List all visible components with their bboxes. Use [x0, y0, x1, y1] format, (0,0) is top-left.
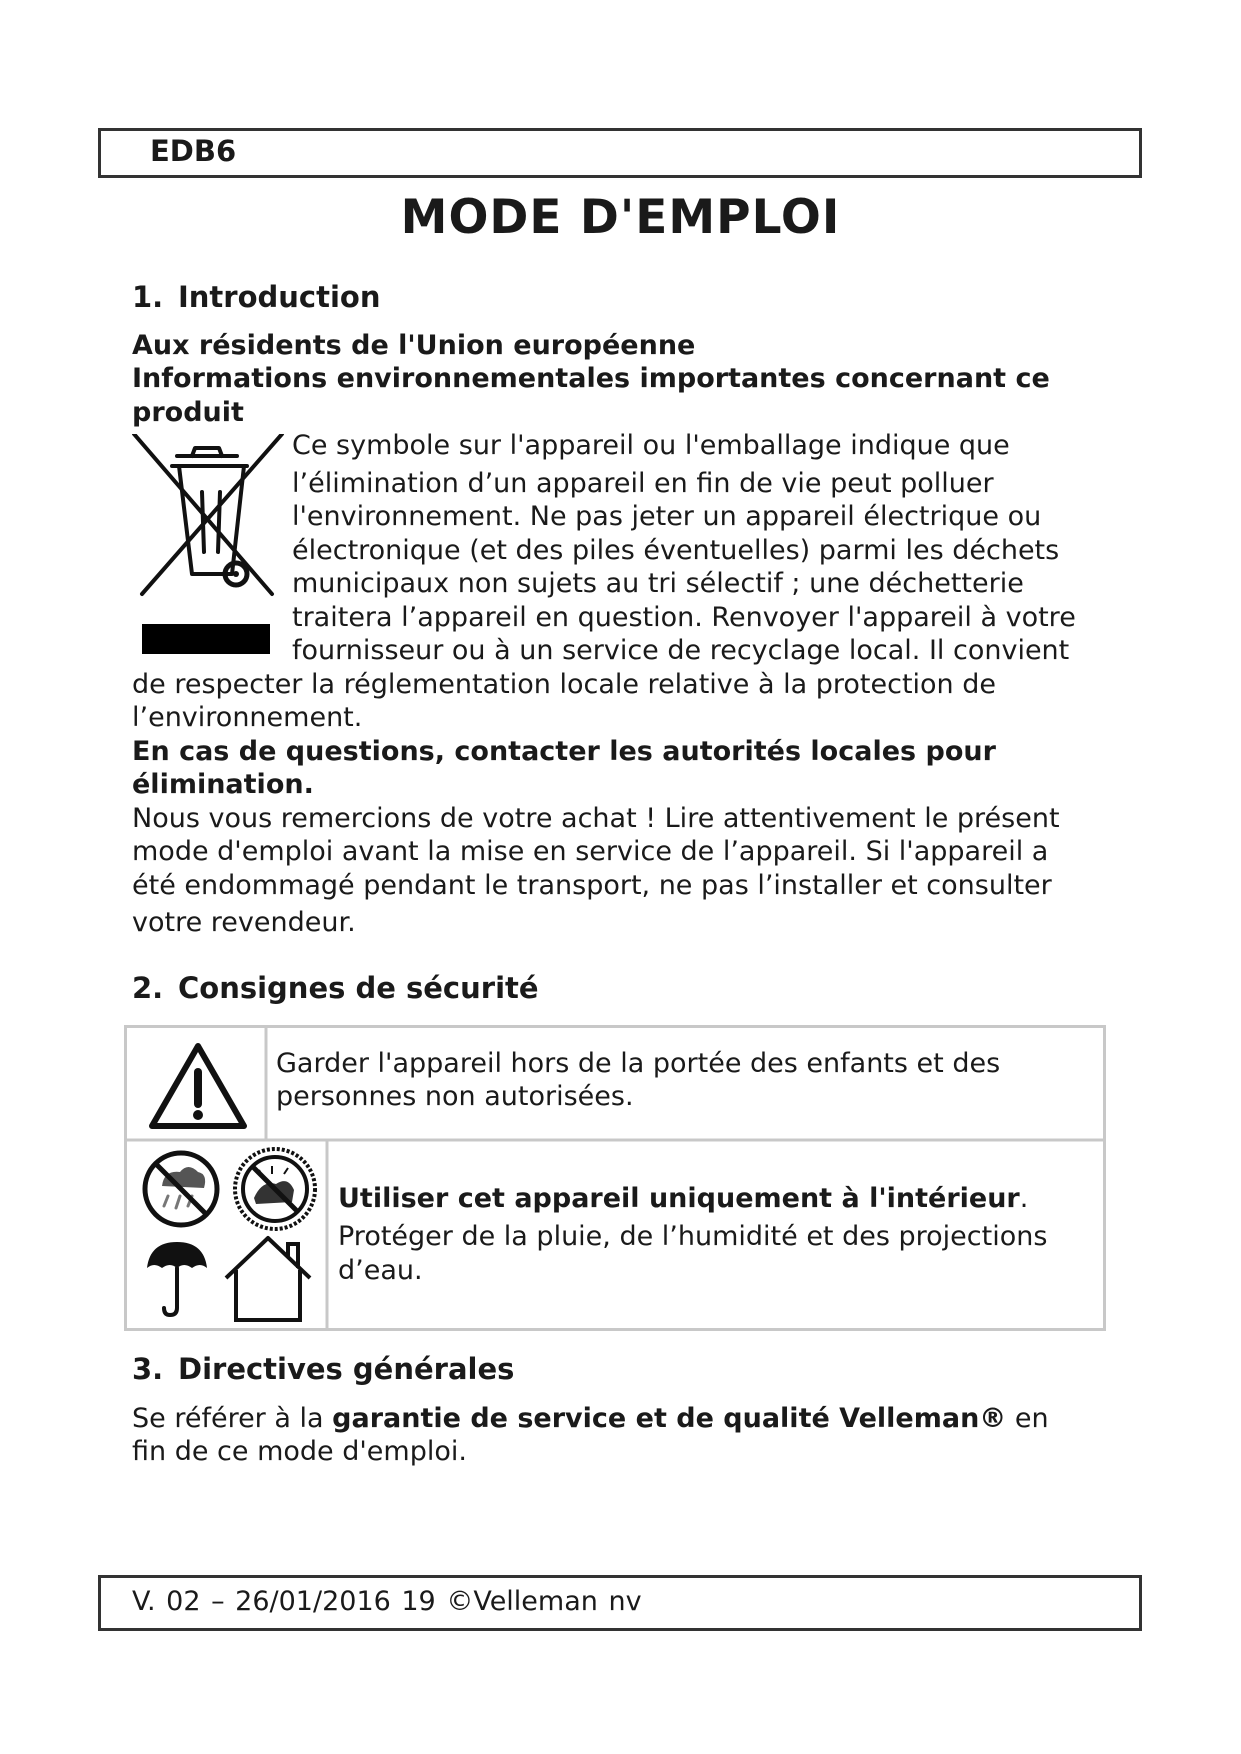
section-3-heading [132, 1352, 514, 1386]
eu-heading: Aux résidents de l'Union européenne [132, 330, 696, 361]
weee-text-line-9: l’environnement. [132, 702, 363, 733]
weee-text-line-7: fournisseur ou à un service de recyclage local. Il convient [292, 635, 1070, 666]
page-title: MODE D'EMPLOI [400, 190, 841, 245]
thanks-line-1: Nous vous remercions de votre achat ! Lire attentivement le présent [132, 803, 1060, 834]
no-splash-icon [232, 1146, 318, 1232]
section-2-heading [132, 971, 539, 1005]
safety-row-1-line-1: Garder l'appareil hors de la portée des enfants et des [276, 1048, 1001, 1079]
thanks-line-2: mode d'emploi avant la mise en service de l’appareil. Si l'appareil a [132, 836, 1049, 867]
weee-text-line-4: électronique (et des piles éventuelles) parmi les déchets [292, 535, 1060, 566]
questions-line-2: élimination. [132, 769, 314, 800]
weee-crossed-bin-icon [132, 434, 292, 664]
safety-row-2-heading [338, 1182, 1028, 1216]
warning-icon [148, 1042, 248, 1132]
weee-text-line-2: l’élimination d’un appareil en fin de vie peut polluer [292, 468, 994, 499]
indoor-house-icon [220, 1232, 316, 1324]
warranty-text-bold: garantie de service et de qualité Velleman® [332, 1403, 1007, 1434]
footer-text: V. 02 – 26/01/2016 19 ©Velleman nv [132, 1586, 642, 1617]
weee-text-line-1: Ce symbole sur l'appareil ou l'emballage indique que [292, 430, 1010, 461]
env-heading-line-1: Informations environnementales importantes concernant ce [132, 363, 1050, 394]
model-code: EDB6 [150, 134, 237, 168]
section-3-number: 3. [132, 1352, 164, 1386]
section-1-heading [132, 280, 381, 314]
section-2-title: Consignes de sécurité [178, 971, 539, 1005]
section-2-number: 2. [132, 971, 164, 1005]
weee-text-line-8: de respecter la réglementation locale relative à la protection de [132, 669, 996, 700]
env-heading-line-2: produit [132, 397, 244, 428]
umbrella-icon [144, 1238, 210, 1318]
safety-row-2-line-1: Protéger de la pluie, de l’humidité et des projections [338, 1221, 1048, 1252]
weee-text-line-5: municipaux non sujets au tri sélectif ; une déchetterie [292, 568, 1024, 599]
indoor-use-bold-text: Utiliser cet appareil uniquement à l'intérieur [338, 1183, 1020, 1214]
weee-text-line-6: traitera l’appareil en question. Renvoyer l'appareil à votre [292, 602, 1076, 633]
warranty-line-2: fin de ce mode d'emploi. [132, 1436, 467, 1467]
thanks-line-4: votre revendeur. [132, 907, 356, 938]
indoor-use-period: . [1019, 1183, 1029, 1214]
warranty-text-pre: Se référer à la [132, 1403, 333, 1434]
warranty-text-post: en [1006, 1403, 1049, 1434]
safety-row-1-line-2: personnes non autorisées. [276, 1081, 634, 1112]
questions-line-1: En cas de questions, contacter les autorités locales pour [132, 736, 996, 767]
thanks-line-3: été endommagé pendant le transport, ne pas l’installer et consulter [132, 870, 1052, 901]
weee-text-line-3: l'environnement. Ne pas jeter un appareil électrique ou [292, 501, 1042, 532]
section-3-title: Directives générales [178, 1352, 515, 1386]
no-rain-icon [140, 1148, 222, 1230]
section-1-number: 1. [132, 280, 164, 314]
safety-row-2-line-2: d’eau. [338, 1255, 423, 1286]
warranty-line-1 [132, 1402, 1049, 1436]
header-box [98, 128, 1142, 178]
section-1-title: Introduction [178, 280, 381, 314]
